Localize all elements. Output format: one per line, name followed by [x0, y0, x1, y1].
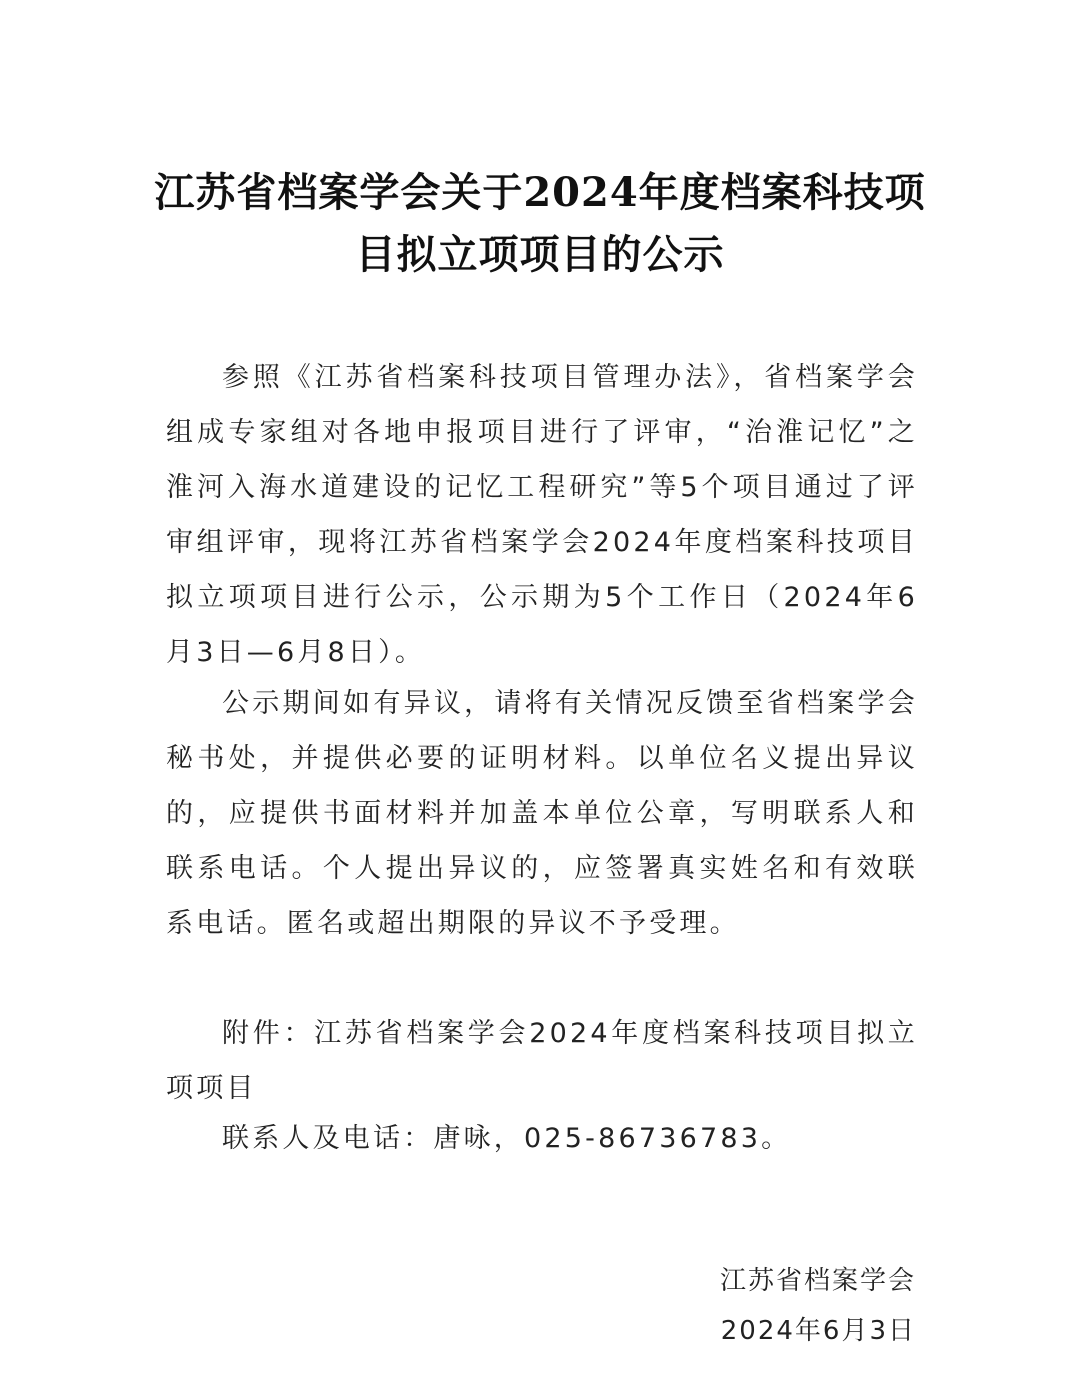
signature-date: 2024年6月3日	[720, 1316, 916, 1346]
attachment-note	[166, 1006, 918, 1116]
document-title: 江苏省档案学会关于2024年度档案科技项目拟立项项目的公示	[154, 169, 926, 278]
paragraph-announcement	[166, 350, 918, 680]
contact-text: 联系人及电话：唐咏，025-86736783。	[222, 1123, 792, 1154]
signature-organization: 江苏省档案学会	[719, 1266, 916, 1296]
paragraph-text: 参照《江苏省档案科技项目管理办法》，省档案学会组成专家组对各地申报项目进行了评审，“治淮记忆”之淮河入海水道建设的记忆工程研究”等5个项目通过了评审组评审，现将江苏省档案学会2024年度档案科技项目拟立项项目进行公示，公示期为5个工作日（2024年6月3日—6月8日）。	[166, 362, 918, 668]
paragraph-text: 公示期间如有异议，请将有关情况反馈至省档案学会秘书处，并提供必要的证明材料。以单位名义提出异议的，应提供书面材料并加盖本单位公章，写明联系人和联系电话。个人提出异议的，应签署真实姓名和有效联系电话。匿名或超出期限的异议不予受理。	[166, 688, 918, 939]
contact-info	[166, 1111, 918, 1166]
paragraph-objection	[166, 676, 918, 951]
signature-block	[720, 1256, 916, 1356]
attachment-text: 附件：江苏省档案学会2024年度档案科技项目拟立项项目	[166, 1018, 918, 1104]
